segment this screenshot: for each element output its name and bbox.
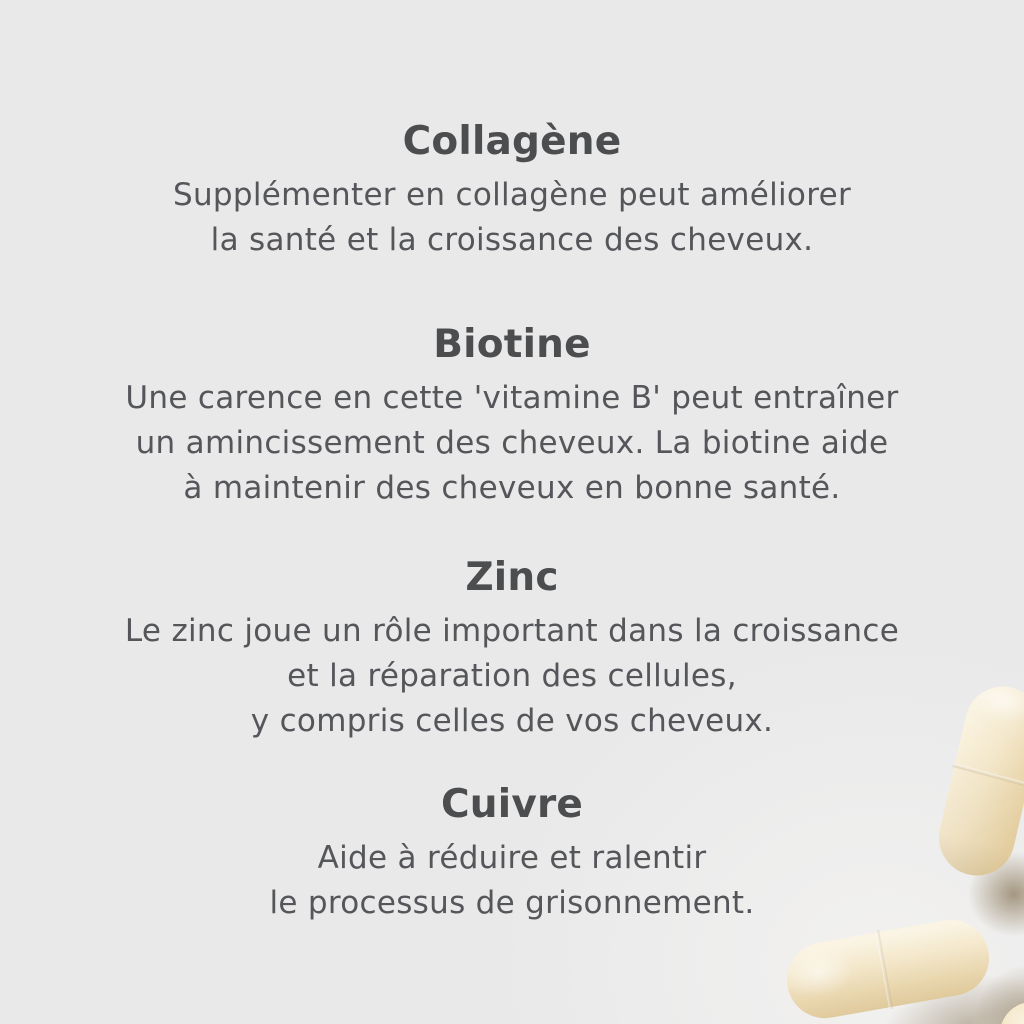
section-lines bbox=[0, 836, 1024, 926]
section-line: le processus de grisonnement. bbox=[269, 885, 755, 921]
ingredient-section bbox=[0, 554, 1024, 744]
section-line: et la réparation des cellules, bbox=[287, 658, 737, 694]
section-lines bbox=[0, 376, 1024, 511]
section-title: Collagène bbox=[402, 119, 622, 164]
section-line: à maintenir des cheveux en bonne santé. bbox=[183, 470, 841, 506]
section-lines bbox=[0, 609, 1024, 744]
ingredient-section bbox=[0, 781, 1024, 926]
ingredient-section bbox=[0, 321, 1024, 511]
section-line: Supplémenter en collagène peut améliorer bbox=[173, 177, 851, 213]
section-line: Le zinc joue un rôle important dans la croissance bbox=[124, 613, 900, 649]
section-line: la santé et la croissance des cheveux. bbox=[210, 222, 814, 258]
section-title: Biotine bbox=[433, 322, 591, 367]
section-lines bbox=[0, 173, 1024, 263]
section-line: Une carence en cette 'vitamine B' peut entraîner bbox=[125, 380, 899, 416]
section-line: y compris celles de vos cheveux. bbox=[250, 703, 774, 739]
ingredient-section bbox=[0, 118, 1024, 263]
section-line: un amincissement des cheveux. La biotine aide bbox=[135, 425, 889, 461]
section-line: Aide à réduire et ralentir bbox=[317, 840, 707, 876]
section-title: Cuivre bbox=[440, 782, 584, 827]
section-title: Zinc bbox=[465, 555, 559, 600]
